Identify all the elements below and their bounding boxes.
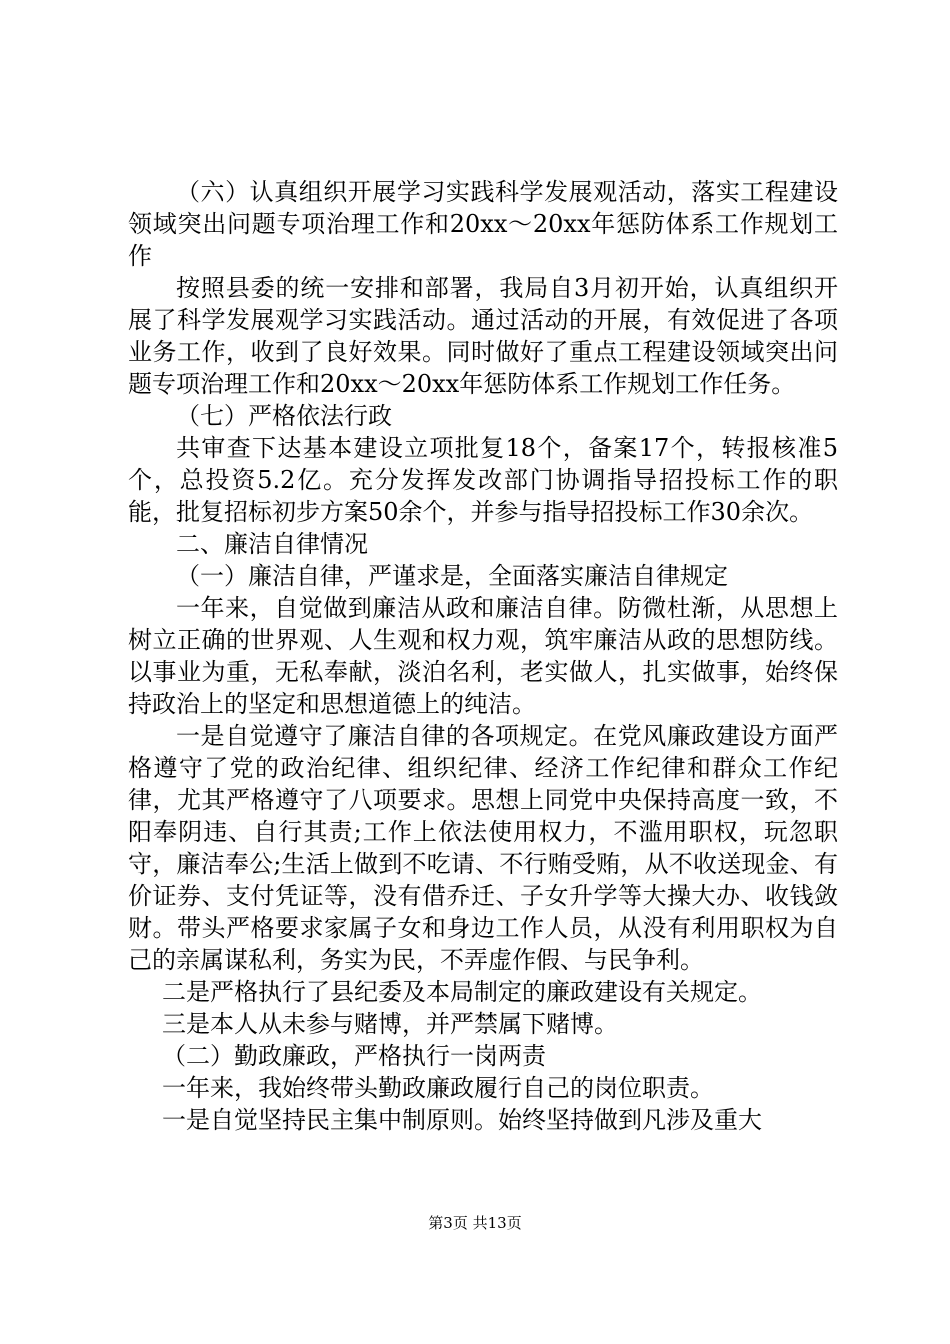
document-body: [128, 176, 838, 1136]
paragraph: 一年来，我始终带头勤政廉政履行自己的岗位职责。: [162, 1074, 714, 1102]
heading-item-7: （七）严格依法行政: [176, 402, 392, 430]
paragraph: 一是自觉坚持民主集中制原则。始终坚持做到凡涉及重大: [162, 1106, 762, 1134]
paragraph: 共审查下达基本建设立项批复18个，备案17个，转报核准5个，总投资5.2亿。充分发挥发改部门协调指导招投标工作的职能，批复招标初步方案50余个，并参与指导招投标工作30余次。: [128, 434, 838, 526]
page-footer: [0, 1213, 950, 1233]
heading-item-6: （六）认真组织开展学习实践科学发展观活动，落实工程建设领域突出问题专项治理工作和20xx～20xx年惩防体系工作规划工作: [128, 178, 838, 270]
section-heading-2: 二、廉洁自律情况: [176, 530, 368, 558]
paragraph: 二是严格执行了县纪委及本局制定的廉政建设有关规定。: [162, 978, 762, 1006]
paragraph: 一是自觉遵守了廉洁自律的各项规定。在党风廉政建设方面严格遵守了党的政治纪律、组织纪律、经济工作纪律和群众工作纪律，尤其严格遵守了八项要求。思想上同党中央保持高度一致，不阳奉阴违、自行其责;工作上依法使用权力，不滥用职权，玩忽职守，廉洁奉公;生活上做到不吃请、不行贿受贿，从不收送现金、有价证券、支付凭证等，没有借乔迁、子女升学等大操大办、收钱敛财。带头严格要求家属子女和身边工作人员，从没有利用职权为自己的亲属谋私利，务实为民，不弄虚作假、与民争利。: [128, 722, 838, 974]
paragraph: 一年来，自觉做到廉洁从政和廉洁自律。防微杜渐，从思想上树立正确的世界观、人生观和权力观，筑牢廉洁从政的思想防线。以事业为重，无私奉献，淡泊名利，老实做人，扎实做事，始终保持政治上的坚定和思想道德上的纯洁。: [128, 594, 838, 718]
paragraph: 按照县委的统一安排和部署，我局自3月初开始，认真组织开展了科学发展观学习实践活动。通过活动的开展，有效促进了各项业务工作，收到了良好效果。同时做好了重点工程建设领域突出问题专项治理工作和20xx～20xx年惩防体系工作规划工作任务。: [128, 274, 838, 398]
subheading-2: （二）勤政廉政，严格执行一岗两责: [162, 1042, 546, 1070]
paragraph: 三是本人从未参与赌博，并严禁属下赌博。: [162, 1010, 618, 1038]
subheading-1: （一）廉洁自律，严谨求是，全面落实廉洁自律规定: [176, 562, 728, 590]
page-number: 第3页 共13页: [428, 1214, 522, 1232]
